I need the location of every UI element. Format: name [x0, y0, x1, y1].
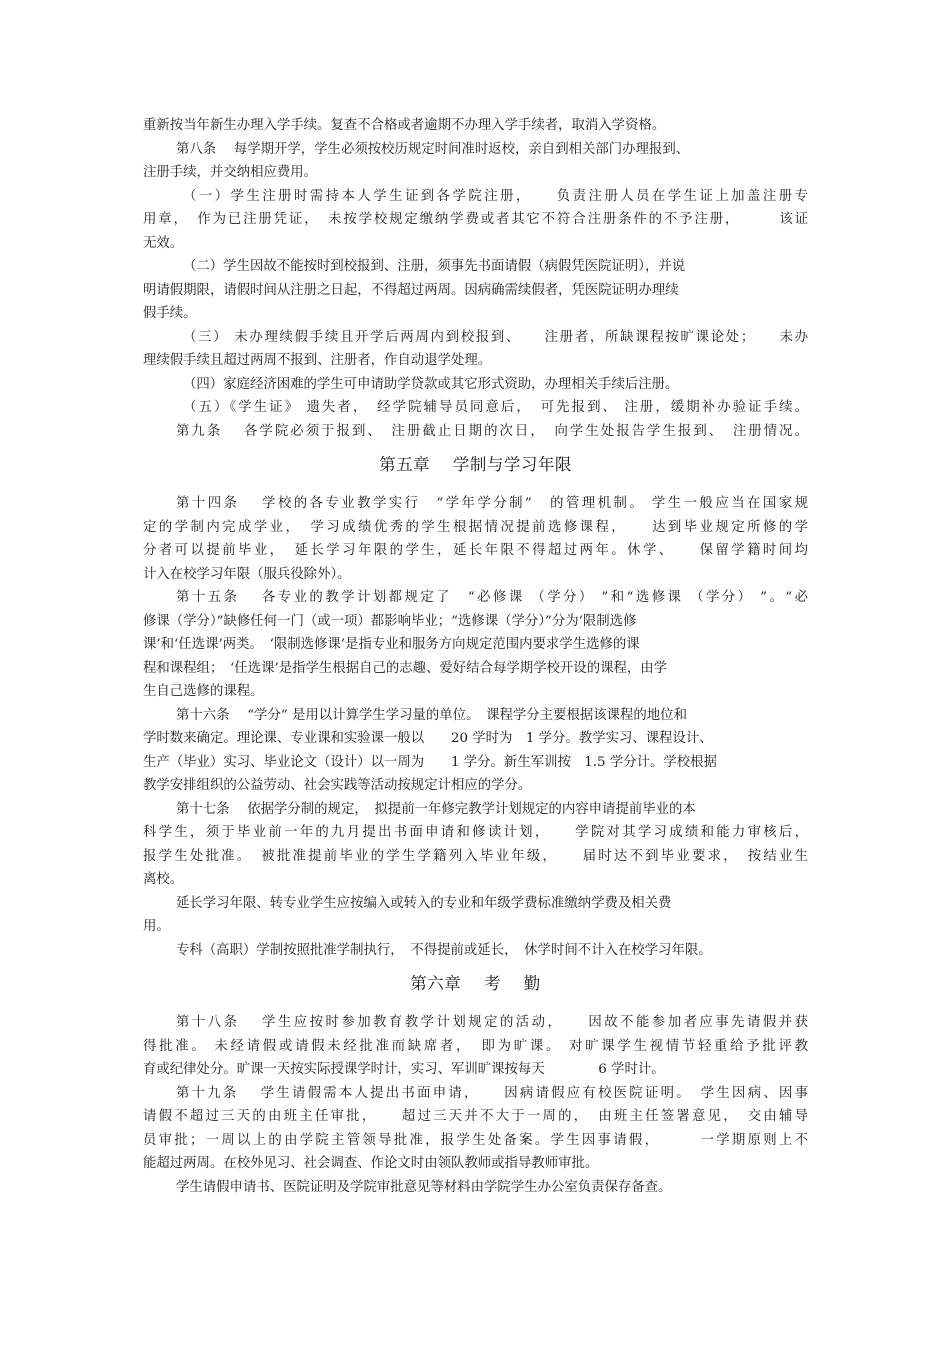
text-line: 程和课程组； ‘任选课’是指学生根据自己的志趣、爱好结合每学期学校开设的课程，由学 [143, 660, 668, 676]
text-line: 计入在校学习年限（服兵役除外）。 [143, 566, 351, 582]
text-line: 得批准。 未经请假或请假未经批准而缺席者， 即为旷课。 对旷课学生视情节轻重给予批评教 [143, 1038, 808, 1054]
chapter-5-heading: 第五章 学制与学习年限 [379, 455, 572, 474]
section-academic-system [143, 492, 808, 962]
text-line: 学时数来确定。理论课、专业课和实验课一般以 20 学时为 1 学分。教学实习、课程设计、 [143, 731, 713, 746]
text-line: （五）《学生证》 遗失者， 经学院辅导员同意后， 可先报到、 注册，缓期补办验证手续。 [183, 400, 808, 415]
text-line: 第十六条 “学分” 是用以计算学生学习量的单位。 课程学分主要根据该课程的地位和 [176, 707, 687, 723]
text-line: 分者可以提前毕业， 延长学习年限的学生，延长年限不得超过两年。休学、 保留学籍时间均 [143, 543, 808, 558]
text-line: 注册手续，并交纳相应费用。 [143, 165, 318, 180]
text-line: 第十七条 依据学分制的规定， 拟提前一年修完教学计划规定的内容申请提前毕业的本 [176, 801, 696, 817]
text-line: 教学安排组织的公益劳动、社会实践等活动按规定计相应的学分。 [143, 778, 532, 793]
text-line: 第十四条 学校的各专业教学实行 “学年学分制” 的管理机制。 学生一般应当在国家规 [176, 496, 808, 511]
text-line: 第九条 各学院必须于报到、 注册截止日期的次日， 向学生处报告学生报到、 注册情况。 [176, 423, 808, 439]
text-line: 第十五条 各专业的教学计划都规定了 “必修课 （学分） ”和“选修课 （学分） ”。“必 [176, 590, 808, 605]
chapter-6-heading: 第六章 考 勤 [410, 974, 541, 993]
text-line: 无效。 [143, 235, 184, 251]
text-line: 定的学制内完成学业， 学习成绩优秀的学生根据情况提前选修课程， 达到毕业规定所修的学 [143, 519, 808, 535]
text-line: 课’和‘任选课’两类。 ‘限制选修课’是指专业和服务方向规定范围内要求学生选修的课 [143, 637, 640, 652]
text-line: 生自己选修的课程。 [143, 684, 264, 699]
text-line: 请假不超过三天的由班主任审批， 超过三天并不大于一周的， 由班主任签署意见， 交由辅导 [143, 1109, 808, 1124]
text-line: 专科（高职）学制按照批准学制执行， 不得提前或延长， 休学时间不计入在校学习年限。 [176, 942, 712, 958]
text-line: （一）学生注册时需持本人学生证到各学院注册， 负责注册人员在学生证上加盖注册专 [183, 188, 808, 204]
text-line: 生产（毕业）实习、毕业论文（设计）以一周为 1 学分。新生军训按 1.5 学分计。学校根据 [143, 754, 717, 770]
text-line: 理续假手续且超过两周不报到、注册者，作自动退学处理。 [143, 353, 492, 368]
text-line: 报学生处批准。 被批准提前毕业的学生学籍列入毕业年级， 届时达不到毕业要求， 按结业生 [143, 848, 808, 864]
text-line: 学生请假申请书、医院证明及学院审批意见等材料由学院学生办公室负责保存备查。 [176, 1179, 672, 1195]
text-line: 第十九条 学生请假需本人提出书面申请， 因病请假应有校医院证明。 学生因病、因事 [176, 1085, 808, 1101]
text-line: 明请假期限，请假时间从注册之日起，不得超过两周。因病确需续假者，凭医院证明办理续 [143, 282, 679, 298]
text-line: 重新按当年新生办理入学手续。复查不合格或者逾期不办理入学手续者，取消入学资格。 [143, 118, 666, 133]
text-line: 修课（学分）”缺修任何一门（或一项）都影响毕业；“选修课（学分）”分为‘限制选修 [143, 613, 637, 629]
section-registration [143, 114, 808, 443]
text-line: 能超过两周。在校外见习、社会调查、作论文时由领队教师或指导教师审批。 [143, 1156, 599, 1171]
document-page [143, 114, 808, 1199]
text-line: 科学生，须于毕业前一年的九月提出书面申请和修读计划， 学院对其学习成绩和能力审核后， [143, 825, 808, 840]
text-line: 员审批；一周以上的由学院主管领导批准，报学生处备案。学生因事请假， 一学期原则上不 [143, 1132, 808, 1148]
text-line: 延长学习年限、转专业学生应按编入或转入的专业和年级学费标准缴纳学费及相关费 [176, 895, 672, 911]
text-line: 第八条 每学期开学，学生必须按校历规定时间准时返校，亲自到相关部门办理报到、 [176, 141, 690, 157]
text-line: 第十八条 学生应按时参加教育教学计划规定的活动， 因故不能参加者应事先请假并获 [176, 1015, 808, 1030]
text-line: 育或纪律处分。旷课一天按实际授课学时计，实习、军训旷课按每天 6 学时计。 [143, 1062, 665, 1077]
text-line: （三） 未办理续假手续且开学后两周内到校报到、 注册者，所缺课程按旷课论处； 未办 [183, 329, 808, 345]
text-line: 用。 [143, 919, 170, 934]
section-attendance [143, 1011, 808, 1199]
text-line: 用章， 作为已注册凭证， 未按学校规定缴纳学费或者其它不符合注册条件的不予注册， 该证 [143, 212, 808, 227]
text-line: （二）学生因故不能按时到校报到、注册，须事先书面请假（病假凭医院证明），并说 [183, 259, 686, 274]
text-line: 离校。 [143, 872, 184, 887]
text-line: （四）家庭经济困难的学生可申请助学贷款或其它形式资助，办理相关手续后注册。 [183, 376, 679, 392]
text-line: 假手续。 [143, 306, 197, 321]
